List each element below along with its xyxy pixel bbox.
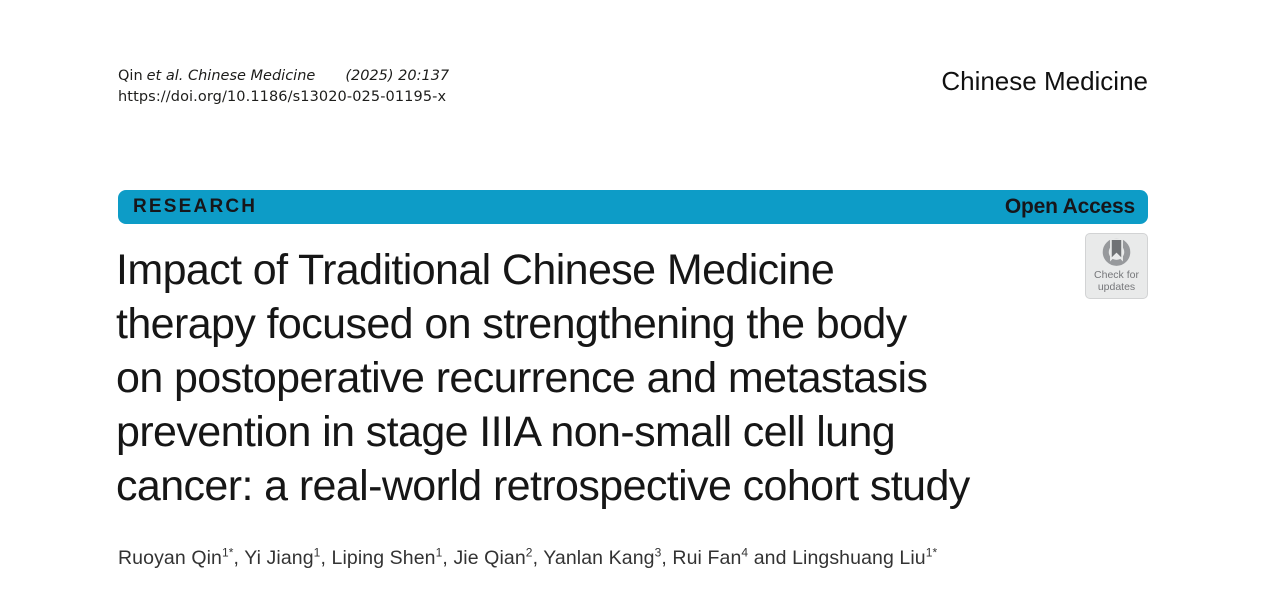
title-line: Impact of Traditional Chinese Medicine [116, 246, 835, 294]
author: Yanlan Kang$^3$ [543, 545, 662, 569]
open-access-label: Open Access [1004, 195, 1135, 218]
crossmark-bookmark-icon [1101, 237, 1132, 268]
title-line: therapy focused on strengthening the body [116, 300, 907, 348]
author: Jie Qian$^2$ [453, 545, 533, 569]
badge-text-line1: Check for [1094, 269, 1139, 281]
author-affiliation-mark: 4 [741, 545, 749, 560]
author: Lingshuang Liu$^{1*}$ [792, 545, 938, 569]
citation-line [118, 66, 449, 87]
article-type-banner [118, 190, 1148, 224]
article-type-label: RESEARCH [133, 196, 258, 217]
citation-source: et al. Chinese Medicine [146, 68, 316, 84]
badge-text [1094, 269, 1139, 293]
author-affiliation-mark: 1* [925, 545, 938, 560]
title-line: prevention in stage IIIA non-small cell lung [116, 408, 896, 456]
author: Ruoyan Qin$^{1*}$ [118, 545, 234, 569]
author-affiliation-mark: 1 [435, 545, 443, 560]
badge-text-line2: updates [1097, 281, 1136, 293]
author-affiliation-mark: 3 [654, 545, 662, 560]
author-affiliation-mark: 2 [525, 545, 533, 560]
author-list: Ruoyan Qin$^{1*}$, Yi Jiang$^1$, Liping Shen$^1$, Jie Qian$^2$, Yanlan Kang$^3$, Rui Fan$^4$ and Lingshuang Liu$^{1*}$ [118, 545, 938, 569]
doi-link[interactable]: https://doi.org/10.1186/s13020-025-01195-x [118, 89, 447, 105]
journal-name: Chinese Medicine [941, 66, 1148, 96]
author: Rui Fan$^4$ [672, 545, 749, 569]
check-for-updates-badge[interactable] [1085, 233, 1148, 299]
title-line: on postoperative recurrence and metastasis [116, 354, 928, 402]
citation-block [118, 66, 449, 108]
author: Yi Jiang$^1$ [244, 545, 321, 569]
author-affiliation-mark: 1 [313, 545, 321, 560]
citation-ref: (2025) 20:137 [345, 68, 450, 84]
citation-authors: Qin [118, 68, 143, 84]
title-line: cancer: a real-world retrospective cohort study [116, 462, 970, 510]
author: Liping Shen$^1$ [331, 545, 443, 569]
author-affiliation-mark: 1* [221, 545, 234, 560]
article-title [116, 243, 970, 513]
